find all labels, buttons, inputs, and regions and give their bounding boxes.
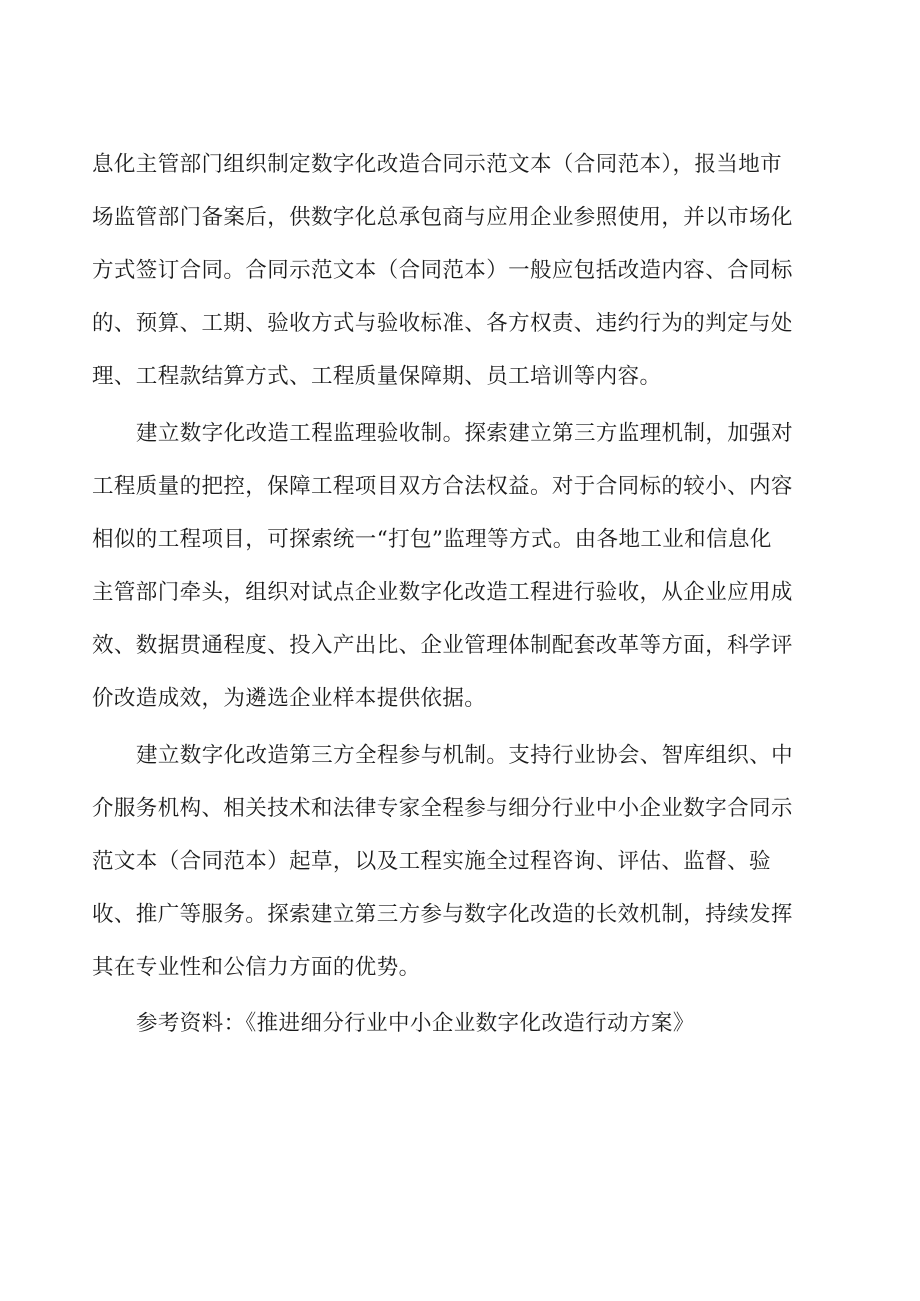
paragraph-supervision-acceptance: [92, 407, 852, 725]
text-line: 建立数字化改造第三方全程参与机制。支持行业协会、智库组织、中: [136, 743, 794, 768]
paragraph-third-party-mechanism: [92, 729, 852, 994]
text-line: 介服务机构、相关技术和法律专家全程参与细分行业中小企业数字合同示: [92, 796, 793, 821]
reference-note: [92, 997, 852, 1050]
paragraph-contract-template: [92, 138, 852, 403]
text-line: 的、预算、工期、验收方式与验收标准、各方权责、违约行为的判定与处: [92, 311, 793, 336]
text-line: 方式签订合同。合同示范文本（合同范本）一般应包括改造内容、合同标: [92, 258, 793, 283]
text-line: 息化主管部门组织制定数字化改造合同示范文本（合同范本），报当地市: [92, 152, 783, 177]
text-line: 范文本（合同范本）起草，以及工程实施全过程咨询、评估、监督、验: [92, 849, 771, 874]
text-line: 其在专业性和公信力方面的优势。: [92, 955, 421, 980]
text-line: 价改造成效，为遴选企业样本提供依据。: [92, 686, 487, 711]
text-line: 相似的工程项目，可探索统一“打包”监理等方式。由各地工业和信息化: [92, 527, 772, 552]
text-line: 建立数字化改造工程监理验收制。探索建立第三方监理机制，加强对: [136, 421, 794, 446]
text-line: 工程质量的把控，保障工程项目双方合法权益。对于合同标的较小、内容: [92, 474, 793, 499]
text-line: 场监管部门备案后，供数字化总承包商与应用企业参照使用，并以市场化: [92, 205, 793, 230]
document-body: [92, 138, 852, 1050]
text-line: 收、推广等服务。探索建立第三方参与数字化改造的长效机制，持续发挥: [92, 902, 793, 927]
text-line: 主管部门牵头，组织对试点企业数字化改造工程进行验收，从企业应用成: [92, 580, 793, 605]
text-line: 理、工程款结算方式、工程质量保障期、员工培训等内容。: [92, 364, 662, 389]
text-line: 效、数据贯通程度、投入产出比、企业管理体制配套改革等方面，科学评: [92, 633, 793, 658]
reference-text: 参考资料：《推进细分行业中小企业数字化改造行动方案》: [136, 1011, 695, 1036]
